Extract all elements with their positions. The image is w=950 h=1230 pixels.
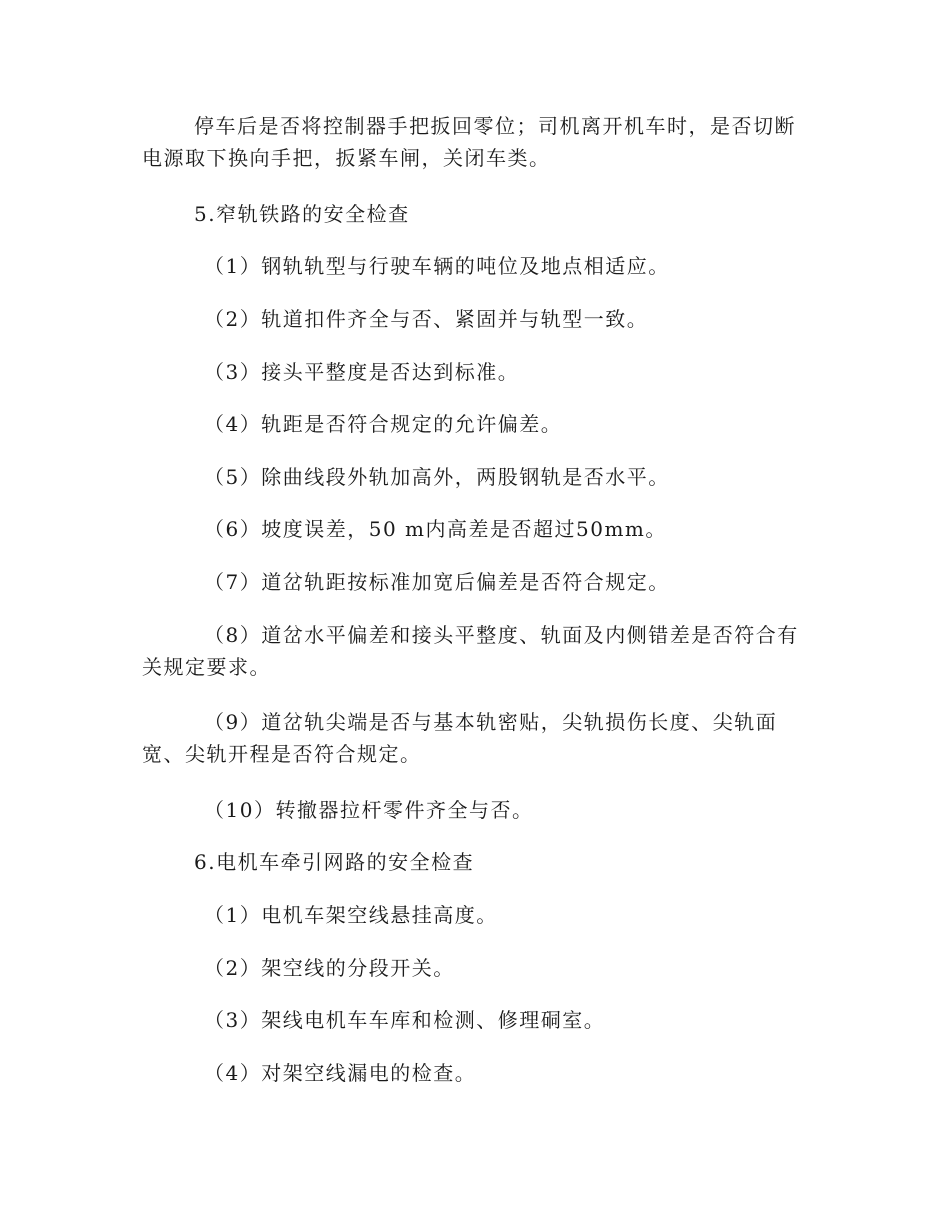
list-item-7: （7）道岔轨距按标准加宽后偏差是否符合规定。 (204, 570, 670, 594)
list-item-5: （5）除曲线段外轨加高外，两股钢轨是否水平。 (204, 465, 670, 489)
section-heading-narrow-gauge: 5.窄轨铁路的安全检查 (194, 202, 410, 226)
list-item-12: （2）架空线的分段开关。 (204, 956, 455, 980)
list-item-14: （4）对架空线漏电的检查。 (204, 1061, 477, 1085)
list-item-1: （1）钢轨轨型与行驶车辆的吨位及地点相适应。 (204, 254, 670, 278)
list-item-9: （9）道岔轨尖端是否与基本轨密贴，尖轨损伤长度、尖轨面宽、尖轨开程是否符合规定。 (142, 710, 778, 766)
list-item-10: （10）转撤器拉杆零件齐全与否。 (204, 798, 534, 822)
list-item-4: （4）轨距是否符合规定的允许偏差。 (204, 412, 563, 436)
section-heading-traction-network: 6.电机车牵引网路的安全检查 (194, 850, 475, 874)
list-item-11: （1）电机车架空线悬挂高度。 (204, 903, 498, 927)
list-item-6: （6）坡度误差，50 m内高差是否超过50mm。 (204, 517, 667, 541)
paragraph-stop-check: 停车后是否将控制器手把扳回零位；司机离开机车时，是否切断电源取下换向手把，扳紧车闸，关闭车类。 (142, 114, 796, 170)
list-item-3: （3）接头平整度是否达到标准。 (204, 360, 520, 384)
list-item-2: （2）轨道扣件齐全与否、紧固并与轨型一致。 (204, 307, 649, 331)
list-item-8: （8）道岔水平偏差和接头平整度、轨面及内侧错差是否符合有关规定要求。 (142, 623, 799, 679)
list-item-13: （3）架线电机车车库和检测、修理硐室。 (204, 1008, 606, 1032)
